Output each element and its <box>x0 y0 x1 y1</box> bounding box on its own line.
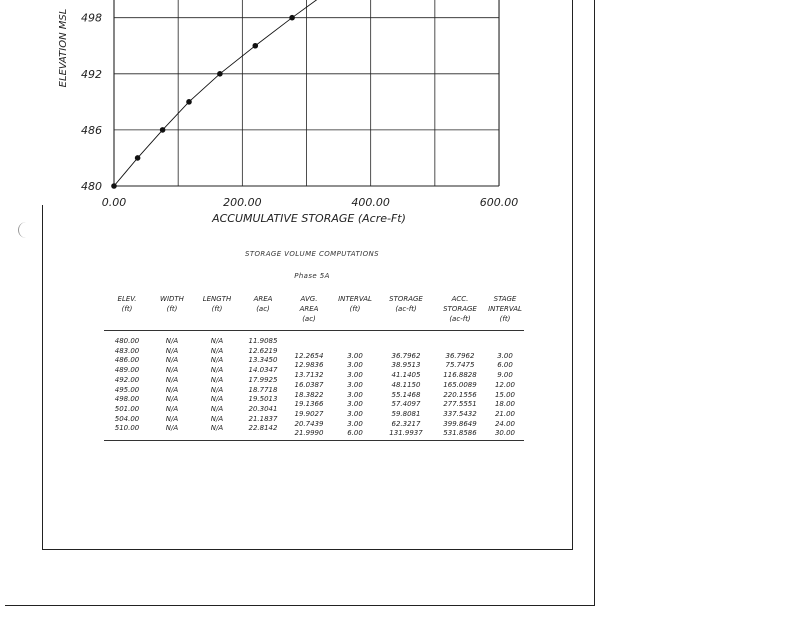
table-cell-value: 17.9925 <box>248 375 278 384</box>
table-cell-value: N/A <box>210 414 224 423</box>
chart-tick-labels <box>81 12 518 209</box>
table-cell-value: N/A <box>165 346 179 355</box>
table-cell-value: 165.0089 <box>443 380 477 389</box>
data-point <box>160 127 166 133</box>
table-header-cell: STAGE INTERVAL (ft) <box>488 295 522 323</box>
table-cell <box>150 366 194 376</box>
table-cell <box>150 395 194 405</box>
table-cell <box>240 356 286 366</box>
table-cell-value: 9.00 <box>497 371 513 380</box>
table-cell <box>194 331 240 347</box>
table-cell <box>194 424 240 440</box>
table-cell-value: 30.00 <box>494 429 516 438</box>
table-cell <box>104 347 150 357</box>
table-cell <box>150 386 194 396</box>
table-cell-value: 531.8586 <box>443 429 477 438</box>
table-cell-value: 504.00 <box>114 414 140 423</box>
table-cell <box>332 347 378 360</box>
table-header-cell: WIDTH (ft) <box>160 295 184 313</box>
table-cell <box>150 331 194 347</box>
table-cell <box>378 347 434 360</box>
y-tick-label: 480 <box>81 180 102 193</box>
table-cell-value: 486.00 <box>114 356 140 365</box>
table-cell <box>150 347 194 357</box>
table-cell-value: 3.00 <box>347 371 363 380</box>
table-cell <box>194 347 240 357</box>
table-cell-value: N/A <box>210 346 224 355</box>
table-header-row <box>104 292 524 331</box>
table-cell <box>240 424 286 440</box>
table-cell-value: 14.0347 <box>248 366 278 375</box>
table-header-cell: AREA (ac) <box>253 295 273 313</box>
table-cell <box>486 347 524 360</box>
table-cell <box>486 331 524 347</box>
table-cell-value: 495.00 <box>114 385 140 394</box>
table-cell <box>434 331 486 347</box>
table-cell-value: N/A <box>210 375 224 384</box>
chart-grid <box>114 0 499 186</box>
table-cell-value: 19.1366 <box>294 400 324 409</box>
table-cell-value: 492.00 <box>114 375 140 384</box>
table-cell-value: 337.5432 <box>443 409 477 418</box>
table-cell <box>104 331 150 347</box>
table-cell-value: 501.00 <box>114 404 140 413</box>
table-cell-value: 57.4097 <box>391 400 421 409</box>
y-axis-label: ELEVATION MSL <box>58 8 69 88</box>
table-row <box>104 347 524 357</box>
table-cell-value: N/A <box>210 337 224 345</box>
table-cell <box>286 347 332 360</box>
table-cell-value: 21.00 <box>494 409 516 418</box>
table-cell-value: 59.8081 <box>391 409 421 418</box>
table-cell-value: 3.00 <box>347 409 363 418</box>
table-cell <box>104 356 150 366</box>
table-cell <box>150 356 194 366</box>
table-cell <box>104 415 150 425</box>
table-cell <box>150 424 194 440</box>
table-cell-value: 510.00 <box>114 424 140 433</box>
table-cell-value: N/A <box>165 395 179 404</box>
table-body <box>104 331 524 441</box>
table-cell-value: 22.8142 <box>248 424 278 433</box>
table-cell <box>378 331 434 347</box>
table-cell <box>240 331 286 347</box>
table-cell-value: 18.7718 <box>248 385 278 394</box>
table-cell-value: 483.00 <box>114 346 140 355</box>
table-cell-value: N/A <box>210 424 224 433</box>
table-cell-value: 55.1468 <box>391 390 421 399</box>
table-cell-value: 20.3041 <box>248 404 278 413</box>
storage-curve-points <box>111 15 295 189</box>
table-cell-value: 12.2654 <box>294 351 324 360</box>
table-cell-value: 20.7439 <box>294 419 324 428</box>
table-header-cell: INTERVAL (ft) <box>338 295 372 313</box>
table-cell-value: 3.00 <box>347 419 363 428</box>
table-cell-value: N/A <box>165 375 179 384</box>
document-subtitle: Phase 5A <box>294 272 330 280</box>
table-cell <box>240 405 286 415</box>
table-cell-value: 19.9027 <box>294 409 324 418</box>
table-cell-value: N/A <box>210 356 224 365</box>
table-cell-value: 480.00 <box>114 337 140 345</box>
x-tick-label: 600.00 <box>479 196 519 209</box>
table-cell <box>434 347 486 360</box>
table-cell-value: N/A <box>165 424 179 433</box>
table-cell-value: 116.8828 <box>443 371 477 380</box>
table-cell-value: 3.00 <box>347 400 363 409</box>
table-cell-value: N/A <box>210 404 224 413</box>
table-cell-value: 498.00 <box>114 395 140 404</box>
table-cell-value: 48.1150 <box>391 380 421 389</box>
table-cell-value: 12.6219 <box>248 346 278 355</box>
table-cell-value: N/A <box>165 385 179 394</box>
table-cell <box>286 331 332 347</box>
data-point <box>252 43 258 49</box>
table-cell-value: 38.9513 <box>391 361 421 370</box>
table-cell-value: 75.7475 <box>445 361 475 370</box>
table-cell <box>194 415 240 425</box>
table-cell-value: 12.9836 <box>294 361 324 370</box>
x-tick-label: 400.00 <box>351 196 390 209</box>
table-cell-value: 41.1405 <box>391 371 421 380</box>
table-cell <box>194 356 240 366</box>
table-header-cell: AVG. AREA (ac) <box>299 295 319 323</box>
y-tick-label: 486 <box>81 123 102 137</box>
table-cell-value: 21.9990 <box>294 429 324 438</box>
x-tick-label: 200.00 <box>223 196 262 209</box>
table-cell-value: 62.3217 <box>391 419 421 428</box>
x-tick-label: 0.00 <box>101 196 127 209</box>
table-cell-value: 18.00 <box>494 400 516 409</box>
table-cell-value: 16.0387 <box>294 380 324 389</box>
y-tick-label: 492 <box>81 67 102 81</box>
table-cell <box>150 415 194 425</box>
table-cell-value: 12.00 <box>494 380 516 389</box>
storage-volume-table <box>104 292 524 441</box>
table-cell <box>194 366 240 376</box>
document-title: STORAGE VOLUME COMPUTATIONS <box>245 250 379 258</box>
table-cell <box>104 386 150 396</box>
table-cell-value: 3.00 <box>347 351 363 360</box>
table-cell-value: N/A <box>165 414 179 423</box>
table-cell <box>332 331 378 347</box>
table-cell-value: 6.00 <box>347 429 363 438</box>
table-cell-value: 3.00 <box>347 361 363 370</box>
table-header-cell: ELEV. (ft) <box>117 295 137 313</box>
table-cell <box>104 366 150 376</box>
table-cell <box>104 424 150 440</box>
table-cell <box>104 376 150 386</box>
table-cell <box>194 376 240 386</box>
table-cell <box>150 405 194 415</box>
data-point <box>186 99 192 105</box>
table-cell <box>194 405 240 415</box>
table-cell-value: 3.00 <box>347 380 363 389</box>
table-cell-value: 277.5551 <box>443 400 477 409</box>
table-cell-value: N/A <box>165 356 179 365</box>
table-cell-value: 21.1837 <box>248 414 278 423</box>
table-cell-value: 6.00 <box>497 361 513 370</box>
table-cell-value: 220.1556 <box>443 390 477 399</box>
table-cell <box>240 347 286 357</box>
table-cell-value: N/A <box>210 395 224 404</box>
table-cell <box>194 395 240 405</box>
table-cell-value: 399.8649 <box>443 419 477 428</box>
x-axis-label: ACCUMULATIVE STORAGE (Acre-Ft) <box>212 212 406 225</box>
table-cell-value: 36.7962 <box>445 351 475 360</box>
table-header-cell: LENGTH (ft) <box>202 295 232 313</box>
table-cell-value: N/A <box>165 337 179 345</box>
table-cell-value: N/A <box>165 404 179 413</box>
table-cell <box>240 376 286 386</box>
table-cell <box>240 366 286 376</box>
table-cell-value: 3.00 <box>347 390 363 399</box>
data-point <box>135 155 141 161</box>
table-cell-value: 36.7962 <box>391 351 421 360</box>
table-cell <box>240 415 286 425</box>
table-cell-value: 489.00 <box>114 366 140 375</box>
data-point <box>217 71 223 77</box>
y-tick-label: 498 <box>81 11 102 25</box>
table-cell <box>104 395 150 405</box>
table-cell-value: 11.9085 <box>248 337 278 345</box>
table-cell-value: 18.3822 <box>294 390 324 399</box>
storage-curve-line <box>114 0 455 186</box>
table-cell <box>194 386 240 396</box>
table-cell <box>150 376 194 386</box>
table-header-cell: STORAGE (ac-ft) <box>389 295 423 313</box>
data-point <box>111 183 117 189</box>
table-cell-value: N/A <box>165 366 179 375</box>
table-row <box>104 331 524 347</box>
table-header-cell: ACC. STORAGE (ac-ft) <box>443 295 477 323</box>
table-cell <box>240 386 286 396</box>
data-point <box>289 15 295 21</box>
table-cell-value: 19.5013 <box>248 395 278 404</box>
table-cell-value: 24.00 <box>494 419 516 428</box>
table-cell-value: N/A <box>210 385 224 394</box>
table-cell-value: 13.3450 <box>248 356 278 365</box>
table-cell-value: N/A <box>210 366 224 375</box>
table-cell <box>240 395 286 405</box>
table-cell-value: 3.00 <box>497 351 513 360</box>
table-cell-value: 13.7132 <box>294 371 324 380</box>
table-cell-value: 131.9937 <box>389 429 423 438</box>
table-cell <box>104 405 150 415</box>
table-cell-value: 15.00 <box>494 390 516 399</box>
